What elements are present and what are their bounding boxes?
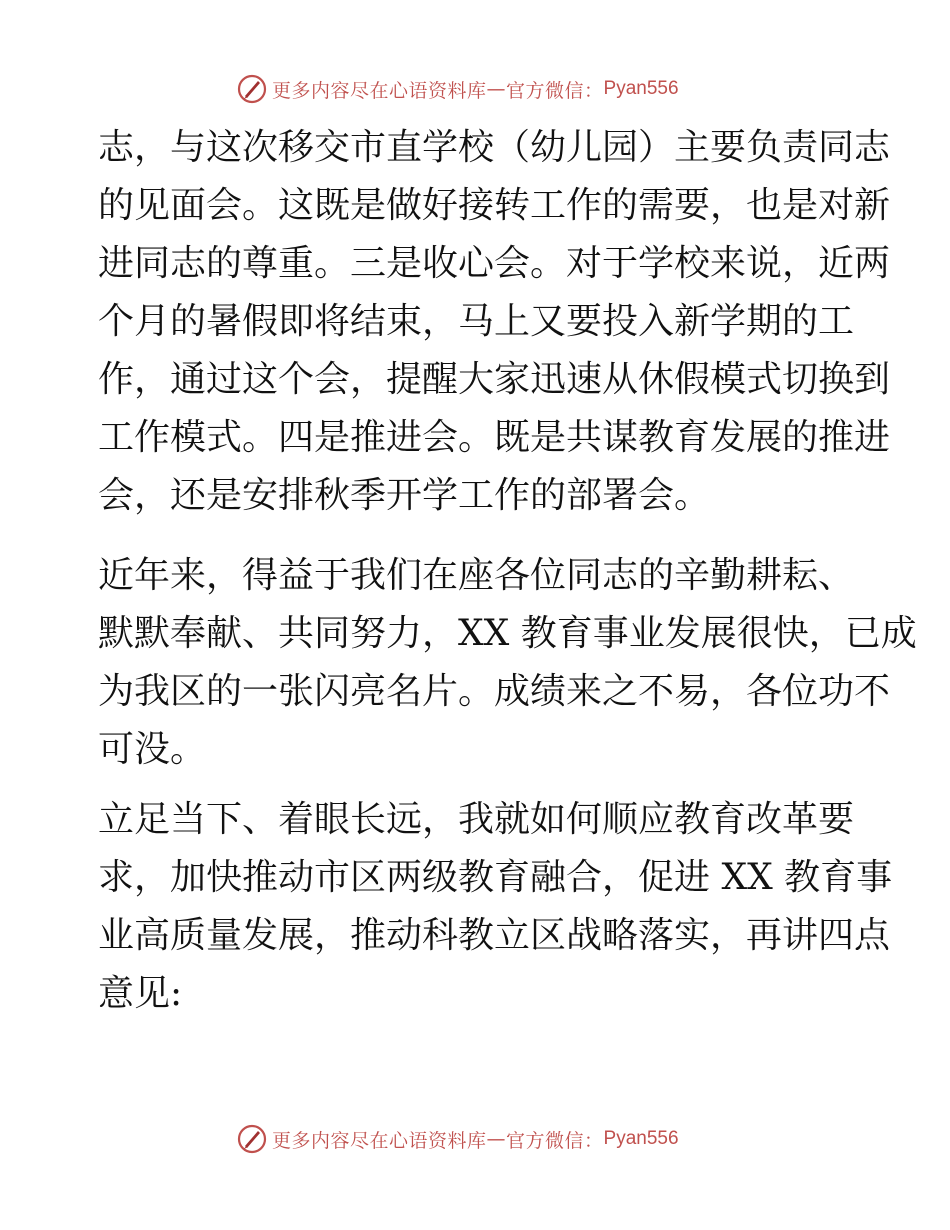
paragraph-line: 默默奉献、共同努力，XX 教育事业发展很快，已成 bbox=[98, 613, 917, 654]
header-wechat-id: Pyan556 bbox=[603, 78, 679, 99]
footer-wechat-label: 官方微信： bbox=[506, 1129, 604, 1152]
footer-banner-dash: — bbox=[486, 1128, 507, 1150]
paragraph-line: 进同志的尊重。三是收心会。对于学校来说，近两 bbox=[98, 243, 891, 284]
paragraph-line: 意见: bbox=[98, 973, 183, 1014]
paragraph-line: 立足当下、着眼长远，我就如何顺应教育改革要 bbox=[98, 799, 855, 840]
quill-logo-icon bbox=[236, 73, 268, 105]
header-banner-dash: — bbox=[486, 78, 507, 100]
paragraph-line: 志，与这次移交市直学校（幼儿园）主要负责同志 bbox=[98, 127, 891, 168]
paragraph-line: 为我区的一张闪亮名片。成绩来之不易，各位功不 bbox=[98, 671, 891, 712]
paragraph-line: 近年来，得益于我们在座各位同志的辛勤耕耘、 bbox=[98, 555, 855, 596]
paragraph-line: 的见面会。这既是做好接转工作的需要，也是对新 bbox=[98, 185, 891, 226]
footer-banner bbox=[236, 1122, 679, 1156]
header-banner-text: 更多内容尽在心语资料库 bbox=[272, 79, 487, 102]
paragraph-line: 会，还是安排秋季开学工作的部署会。 bbox=[98, 475, 711, 516]
quill-logo-icon bbox=[236, 1123, 268, 1155]
footer-banner-text: 更多内容尽在心语资料库 bbox=[272, 1129, 487, 1152]
paragraph-line: 求，加快推动市区两级教育融合，促进 XX 教育事 bbox=[98, 857, 893, 898]
paragraph-line: 作，通过这个会，提醒大家迅速从休假模式切换到 bbox=[98, 359, 891, 400]
footer-wechat-id: Pyan556 bbox=[603, 1128, 679, 1149]
header-banner bbox=[236, 72, 679, 106]
paragraph-line: 可没。 bbox=[98, 729, 207, 770]
paragraph-line: 业高质量发展，推动科教立区战略落实，再讲四点 bbox=[98, 915, 891, 956]
paragraph-line: 个月的暑假即将结束，马上又要投入新学期的工 bbox=[98, 301, 855, 342]
paragraph-line: 工作模式。四是推进会。既是共谋教育发展的推进 bbox=[98, 417, 891, 458]
header-wechat-label: 官方微信： bbox=[506, 79, 604, 102]
